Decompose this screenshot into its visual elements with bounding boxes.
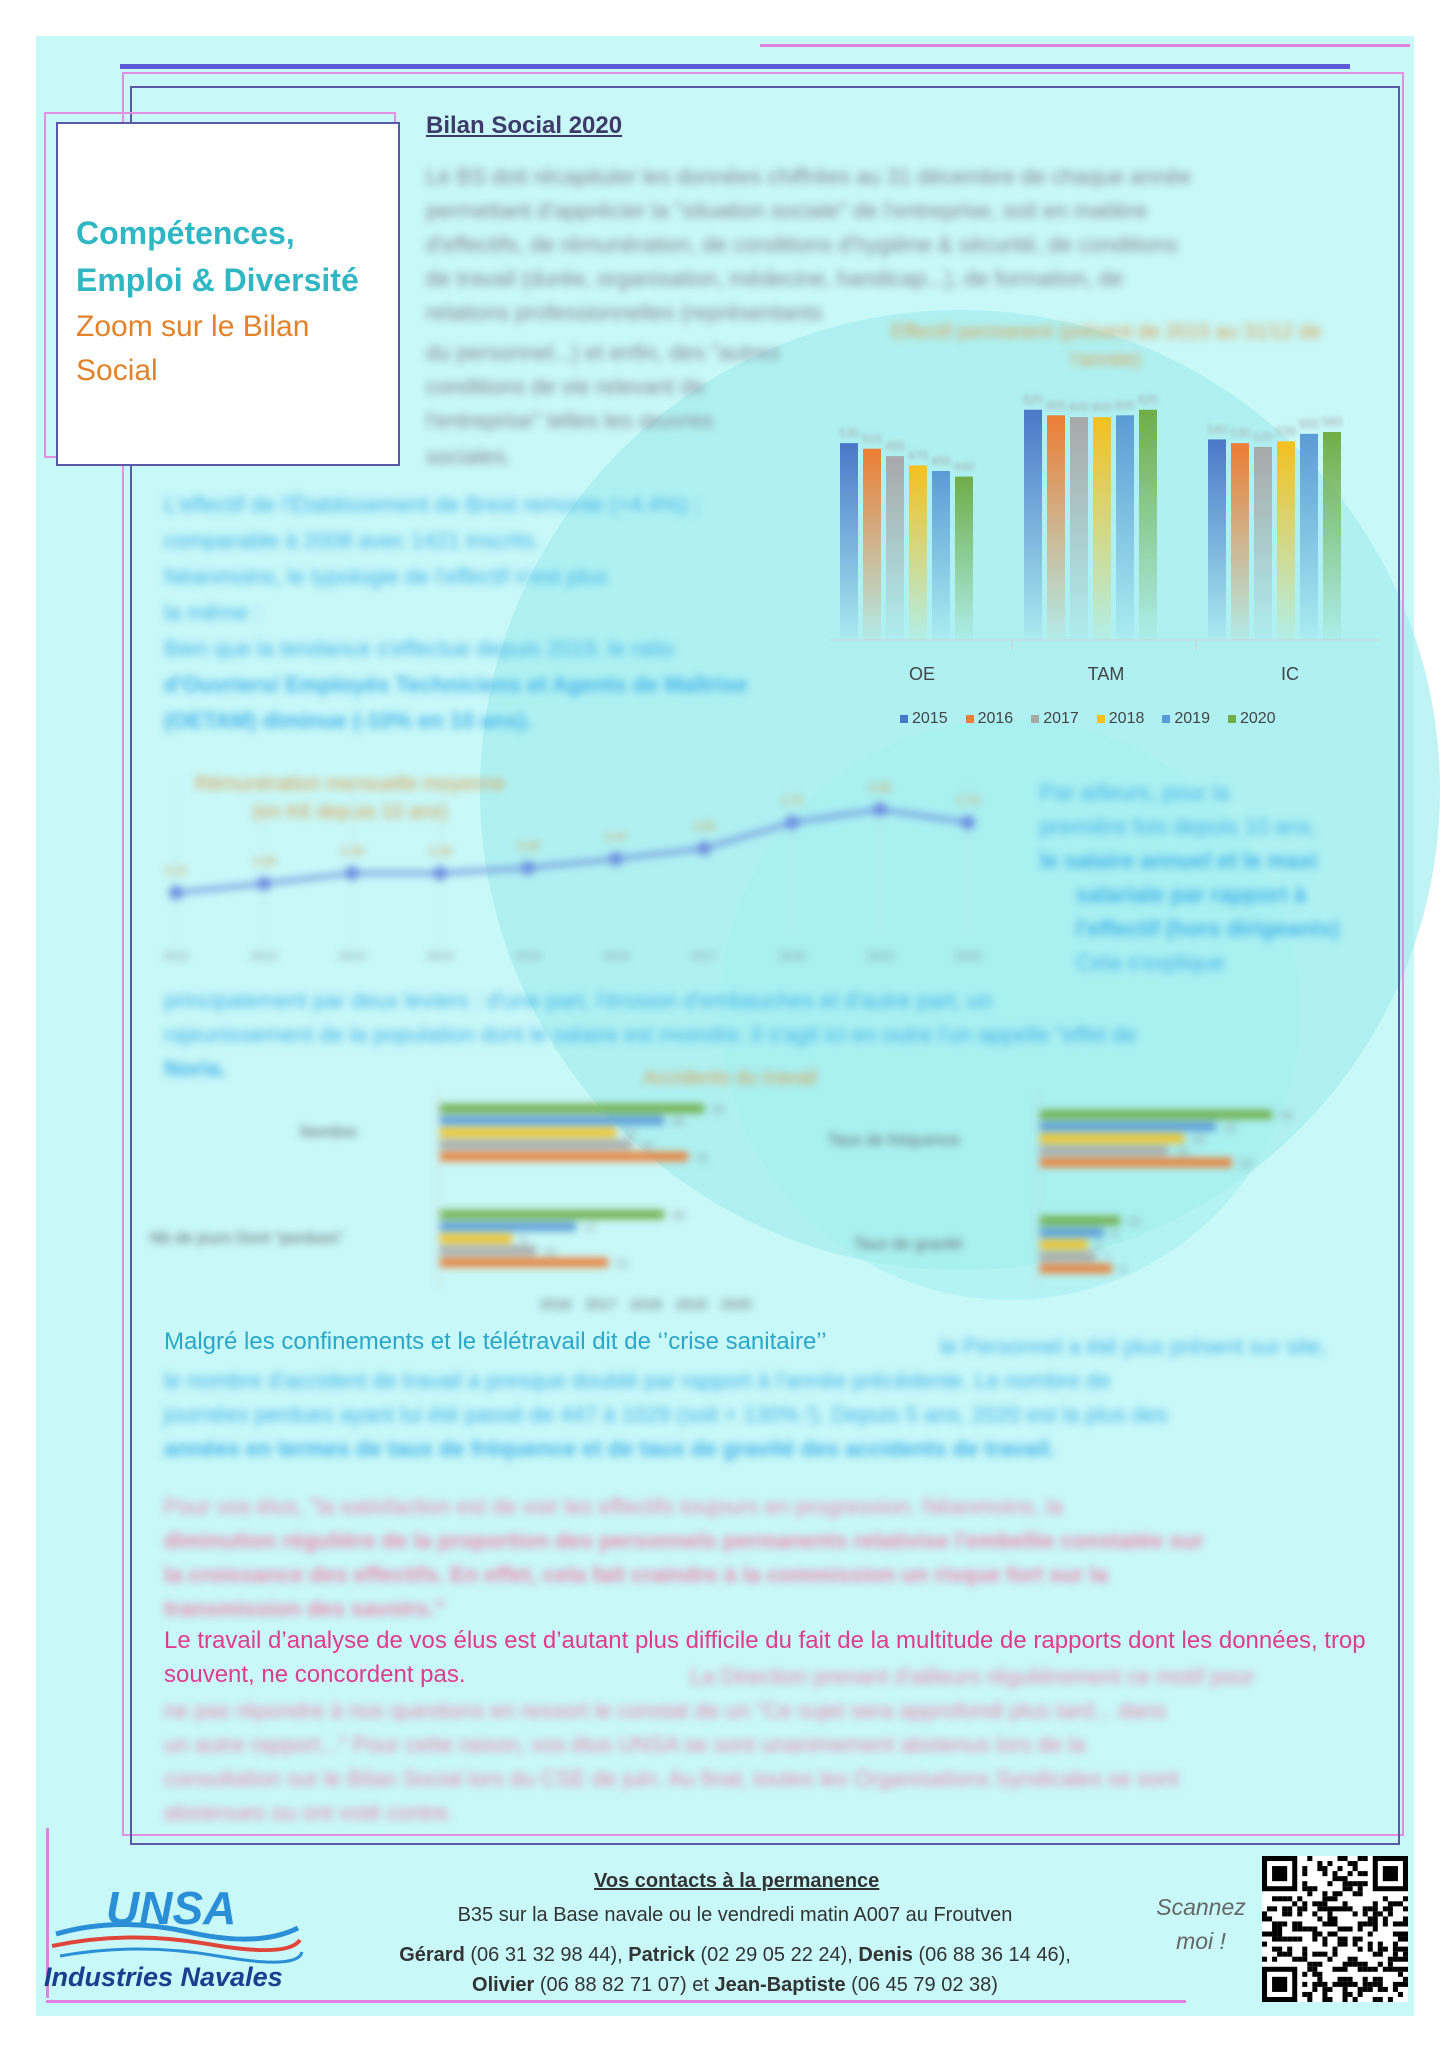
legend-label: 2017: [585, 1296, 617, 1312]
line-point: [169, 886, 183, 900]
contact-name: Patrick: [628, 1944, 695, 1966]
intro-line: conditions de vie relevant de: [426, 374, 705, 399]
point-value-label: 3.75: [780, 793, 804, 808]
legend-item: [966, 710, 1014, 728]
bar-oe-2017: [886, 456, 904, 640]
contact-phone: (06 31 32 98 44),: [464, 1944, 629, 1966]
legend-label: 2019: [675, 1296, 707, 1312]
elus-line: transmission des savoirs.": [164, 1596, 445, 1621]
point-value-label: 3.75: [956, 793, 980, 808]
bar-oe-2018: [909, 465, 927, 640]
effectif-line: Néanmoins, le typologie de l'effectif n'est plus: [164, 564, 608, 589]
bar-value-label: 455: [930, 454, 952, 468]
elus-line: Pour vos élus, "la satisfaction est de voir les effectifs toujours en progression. Néanmoins, la: [164, 1494, 1063, 1519]
accident-bar-value: 18: [1192, 1134, 1205, 1146]
category-label-oe: OE: [908, 664, 935, 684]
bar-oe-2015: [840, 443, 858, 640]
legend-item: [900, 710, 948, 728]
bar-value-label: 520: [1252, 429, 1274, 444]
intro-line: Le BS doit récapituler les données chiffrées au 31 décembre de chaque année: [426, 164, 1192, 189]
salary-line: première fois depuis 10 ans,: [1040, 814, 1317, 839]
accident-bar: [440, 1234, 512, 1243]
bar-tam-2016: [1047, 415, 1065, 640]
intro-line: du personnel...) et enfin, des "autres: [426, 340, 780, 365]
legend-label: 2018: [630, 1296, 662, 1312]
accident-bar: [440, 1116, 664, 1125]
bar-value-label: 440: [953, 459, 975, 474]
bar-oe-2016: [863, 449, 881, 640]
bar-chart-legend: [900, 710, 1276, 728]
bar-ic-2017: [1254, 447, 1272, 640]
bar-value-label: 620: [1022, 392, 1044, 407]
elus-line: diminution régulière de la proportion des personnels permanents relativise l'embellie constatée sur: [164, 1528, 1204, 1553]
accident-bar: [1040, 1158, 1232, 1167]
accident-bar-value: 8: [1112, 1228, 1119, 1240]
bar-value-label: 540: [1206, 422, 1228, 437]
effectif-line: (OETAM) diminue (-10% en 10 ans).: [164, 708, 532, 733]
point-value-label: 3.85: [868, 780, 892, 795]
bar-tam-2017: [1070, 417, 1088, 640]
bar-value-label: 495: [884, 439, 906, 454]
accident-bar: [440, 1210, 664, 1219]
legend-label: 2020: [1239, 710, 1276, 727]
point-value-label: 3.36: [428, 844, 452, 859]
analyse-line: un autre rapport..." Pour cette raison, vos élus UNSA se sont unanimement abstenus lors de la: [164, 1732, 1086, 1757]
analyse-line: La Direction prenant d'ailleurs régulièrement ce motif pour: [690, 1664, 1255, 1689]
x-tick-label: 2017: [690, 949, 718, 963]
legend-label: 2019: [1174, 710, 1210, 727]
legend-item: [1097, 710, 1145, 728]
unsa-logo: [38, 1876, 318, 1996]
accident-bar-value: 17: [584, 1222, 597, 1234]
x-tick-label: 2015: [514, 949, 542, 963]
legend-label: 2020: [720, 1296, 752, 1312]
accident-bar: [440, 1128, 616, 1137]
contact-phone: (06 88 36 14 46),: [912, 1944, 1071, 1966]
bar-ic-2019: [1300, 434, 1318, 640]
bar-ic-2015: [1208, 439, 1226, 640]
top-blue-rule: [120, 64, 1350, 69]
analyse-lead-text: Le travail d’analyse de vos élus est d’autant plus difficile du fait de la multitude de rapports dont les données, trop souvent, ne concordent pas.: [164, 1627, 1366, 1688]
legend-label: 2017: [1043, 710, 1079, 727]
line-point: [873, 803, 887, 817]
sanitaire-lead-text: Malgré les confinements et le télétravail dit de ‘’crise sanitaire’’: [164, 1328, 827, 1355]
contacts-line-2: [330, 1974, 1140, 1997]
line-point: [697, 842, 711, 856]
point-value-label: 3.47: [604, 829, 628, 844]
salary-line: [176, 810, 968, 893]
group-label: Taux de gravité: [854, 1236, 963, 1253]
line-chart-title-2: (en K€ depuis 10 ans): [252, 801, 448, 823]
title-box: [56, 122, 400, 466]
legend-label: 2016: [977, 710, 1014, 727]
point-value-label: 3.36: [340, 844, 364, 859]
bar-value-label: 560: [1321, 415, 1343, 429]
accident-bar: [440, 1152, 688, 1161]
effectif-bar-chart: [820, 370, 1390, 650]
legend-item: [1031, 710, 1079, 728]
bar-tam-2019: [1116, 415, 1134, 640]
salary-line: Cela s'explique: [1076, 950, 1225, 975]
x-tick-label: 2011: [163, 949, 189, 963]
accident-bar-value: 9: [520, 1234, 527, 1246]
category-label-ic: IC: [1281, 664, 1299, 684]
salary-line: Par ailleurs, pour la: [1040, 780, 1230, 805]
contact-name: Olivier: [472, 1974, 535, 1996]
elus-line: la croissance des effectifs. En effet, cela fait craindre à la commission un risque fort sur la: [164, 1562, 1108, 1587]
x-tick-label: 2013: [338, 949, 366, 963]
legend-item: [1162, 710, 1210, 728]
sanitaire-line: journées perdues ayant lui été passé de 447 à 1029 (soit + 130% !). Depuis 5 ans, 2020 est la plus des: [164, 1402, 1168, 1427]
group-label: Taux de fréquence: [828, 1132, 960, 1149]
accident-bar: [1040, 1240, 1088, 1249]
accident-bar-value: 12: [544, 1246, 557, 1258]
bar-value-label: 470: [907, 448, 929, 463]
line-point: [961, 816, 975, 830]
legend-label: 2016: [540, 1296, 572, 1312]
bar-oe-2019: [932, 471, 950, 640]
line-point: [785, 816, 799, 830]
accident-bar-value: 16: [1176, 1146, 1189, 1158]
salary-line: l'effectif (hors dirigeants): [1076, 916, 1340, 941]
contact-name: Denis: [858, 1944, 913, 1966]
analyse-line: consultation sur le Bilan Social lors du CSE de juin. Au final, toutes les Organisations Syndicales se sont: [164, 1766, 1179, 1791]
accident-bar: [1040, 1134, 1184, 1143]
bar-value-label: 605: [1045, 398, 1067, 413]
bar-chart-title: Effectif permanent (présent de 2015 au 31/12 de l'année): [891, 321, 1321, 371]
accident-bar-value: 22: [1224, 1122, 1237, 1134]
logo-unsa-text: UNSA: [106, 1882, 237, 1934]
accident-bar-value: 24: [1240, 1158, 1253, 1170]
accident-bar: [440, 1246, 536, 1255]
accident-bar-value: 29: [1280, 1110, 1293, 1122]
accident-bar-value: 24: [640, 1140, 653, 1152]
salary-line: le salaire annuel et le maxi: [1040, 848, 1318, 873]
intro-line: permettant d'apprécier la "situation sociale" de l'entreprise, soit en matière: [426, 198, 1148, 223]
accident-bar: [440, 1140, 632, 1149]
accident-bar-value: 10: [1128, 1216, 1141, 1228]
line-point: [345, 866, 359, 880]
group-label: Nombre: [300, 1124, 357, 1141]
contact-name: Jean-Baptiste: [714, 1974, 846, 1996]
footer-bottom-rule: [46, 2000, 1186, 2003]
contact-phone: (06 88 82 71 07) et: [534, 1974, 715, 1996]
point-value-label: 3.55: [692, 819, 716, 834]
salary-line: Noria.: [164, 1056, 227, 1081]
accident-bar: [440, 1104, 704, 1113]
category-label-tam: TAM: [1087, 664, 1125, 684]
analyse-line: abstenues ou ont voté contre.: [164, 1800, 454, 1825]
legend-label: 2015: [912, 710, 948, 727]
effectif-line: d'Ouvriers/ Employés Techniciens et Agents de Maîtrise: [164, 672, 748, 697]
bar-ic-2018: [1277, 441, 1295, 640]
qr-code[interactable]: [1262, 1856, 1408, 2002]
bar-value-label: 600: [1091, 400, 1113, 415]
accident-bar-value: 22: [624, 1128, 637, 1140]
line-point: [609, 852, 623, 866]
contacts-line-1: [330, 1944, 1140, 1967]
sanitaire-line: années en termes de taux de fréquence et de taux de gravité des accidents de travail.: [164, 1436, 1056, 1461]
scan-line-1: Scannez: [1156, 1894, 1246, 1920]
bar-value-label: 515: [861, 431, 883, 446]
subtitle-line-2: Social: [76, 354, 158, 387]
intro-line: l'entreprise" telles les œuvres: [426, 408, 714, 433]
accident-bar: [440, 1222, 576, 1231]
x-tick-label: 2018: [778, 949, 806, 963]
accident-bar-value: 6: [1096, 1240, 1103, 1252]
accident-bar: [1040, 1110, 1272, 1119]
x-tick-label: 2014: [426, 949, 454, 963]
contact-phone: (02 29 05 22 24),: [694, 1944, 859, 1966]
line-point: [433, 866, 447, 880]
subtitle-line-1: Zoom sur le Bilan: [76, 310, 310, 343]
sanitaire-line: le Personnel a été plus présent sur site,: [940, 1334, 1327, 1359]
bar-value-label: 530: [838, 426, 860, 441]
accident-bar-value: 21: [616, 1258, 629, 1270]
salary-line: principalement par deux leviers : d'une part, l'érosion d'embauches et d'autre part, un: [164, 988, 992, 1013]
accident-bar: [440, 1258, 608, 1267]
accident-bar-value: 7: [1104, 1252, 1111, 1264]
accident-bar-value: 9: [1120, 1264, 1127, 1276]
salary-line-chart: [140, 760, 1020, 980]
contacts-title: Vos contacts à la permanence: [594, 1870, 880, 1892]
section-title: Bilan Social 2020: [426, 112, 623, 139]
x-tick-label: 2020: [954, 949, 982, 963]
accident-bar: [1040, 1252, 1096, 1261]
point-value-label: 3.40: [516, 839, 540, 853]
legend-item: [1228, 710, 1276, 728]
line-point: [257, 877, 271, 891]
intro-line: d'effectifs, de rémunération, de conditions d'hygiène & sécurité, de conditions: [426, 232, 1178, 257]
scan-me-text: [1146, 1890, 1256, 1958]
x-tick-label: 2016: [602, 949, 630, 963]
sanitaire-line: le nombre d'accident de travail a presque doublé par rapport à l'année précédente. Le nombre de: [164, 1368, 1111, 1393]
bar-ic-2020: [1323, 432, 1341, 640]
legend-label: 2018: [1108, 710, 1145, 727]
accident-bar-value: 28: [672, 1116, 685, 1128]
accident-bar: [1040, 1122, 1216, 1131]
accident-bar: [1040, 1146, 1168, 1155]
contact-name: Gérard: [399, 1944, 465, 1966]
bar-ic-2016: [1231, 443, 1249, 640]
line-chart-title-1: Rémunération mensuelle moyenne: [194, 773, 506, 795]
bar-tam-2018: [1093, 417, 1111, 640]
contacts-location: B35 sur la Base navale ou le vendredi matin A007 au Froutven: [457, 1904, 1013, 1926]
bar-value-label: 530: [1229, 426, 1251, 441]
salary-line: salariale par rapport à: [1076, 882, 1306, 907]
salary-line: rajeunissement de la population dont le salaire est moindre. Il s'agit ici en outre l'un appelle "effet de: [164, 1022, 1137, 1047]
accident-bar-value: 28: [672, 1210, 685, 1222]
scan-line-2: moi !: [1176, 1928, 1226, 1954]
bar-value-label: 555: [1298, 416, 1320, 431]
logo-industries-text: Industries Navales: [44, 1962, 283, 1992]
accident-bar: [1040, 1228, 1104, 1237]
intro-line: relations professionnelles (représentants: [426, 300, 823, 325]
intro-line: sociales.: [426, 444, 512, 469]
bar-value-label: 535: [1275, 424, 1297, 439]
bar-value-label: 620: [1137, 392, 1159, 407]
x-tick-label: 2012: [250, 949, 278, 963]
point-value-label: 3.28: [252, 854, 276, 869]
top-pink-rule: [760, 44, 1410, 47]
effectif-line: la même :: [164, 600, 261, 625]
x-tick-label: 2019: [866, 949, 894, 963]
group-label: Nb de jours Dont "perdues": [150, 1230, 344, 1247]
analyse-line: ne pas répondre à nos questions en ressort le constat de un "Ce sujet sera approfondi plus tard... dans: [164, 1698, 1167, 1723]
contact-phone: (06 45 79 02 38): [845, 1974, 998, 1996]
bar-tam-2015: [1024, 410, 1042, 640]
effectif-line: Bien que la tendance s'effectue depuis 2019, le ratio: [164, 636, 675, 661]
accidents-chart-title: Accidents du travail: [643, 1067, 817, 1089]
accident-bar: [1040, 1216, 1120, 1225]
intro-line: de travail (durée, organisation, médecine, handicap...), de formation, de: [426, 266, 1124, 291]
accident-bar-value: 33: [712, 1104, 725, 1116]
bar-value-label: 600: [1068, 400, 1090, 415]
bar-oe-2020: [955, 477, 973, 640]
accidents-legend: [540, 1296, 752, 1312]
bar-value-label: 605: [1114, 398, 1136, 413]
title-line-2: Emploi & Diversité: [76, 262, 359, 298]
line-point: [521, 861, 535, 875]
effectif-line: L'effectif de l'Établissement de Brest remonte (+4.4%) ;: [164, 492, 700, 517]
effectif-line: comparable à 2008 avec 1421 inscrits.: [164, 528, 541, 553]
accident-bar-value: 31: [696, 1152, 709, 1164]
title-line-1: Compétences,: [76, 215, 295, 251]
point-value-label: 3.21: [164, 863, 188, 878]
accident-bar: [1040, 1264, 1112, 1273]
bar-tam-2020: [1139, 410, 1157, 640]
